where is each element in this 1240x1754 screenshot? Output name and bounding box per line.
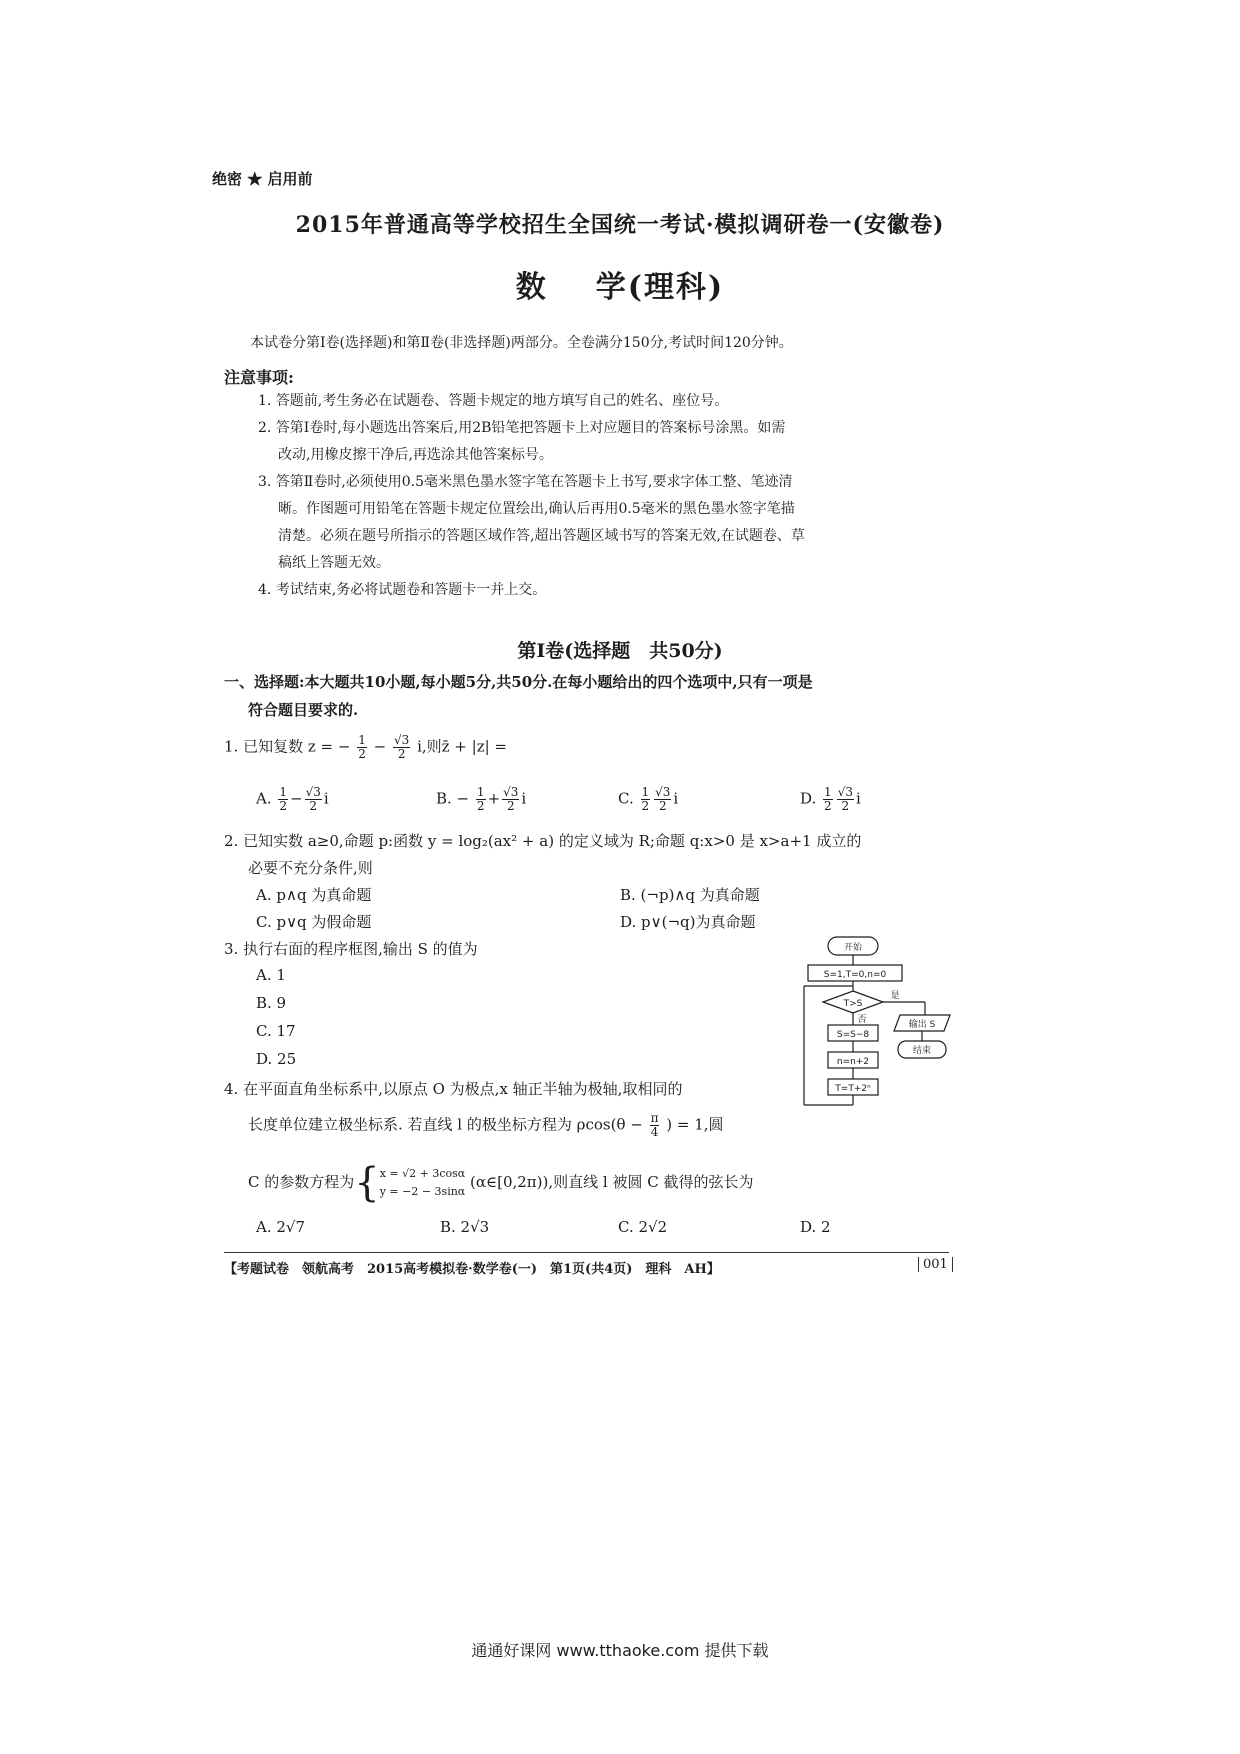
flow-step-1-label: S=S−8 bbox=[836, 1030, 870, 1040]
question-2-option-a: A. p∧q 为真命题 bbox=[256, 886, 372, 904]
question-2-option-d: D. p∨(¬q)为真命题 bbox=[620, 913, 756, 931]
flow-no-label: 否 bbox=[857, 1015, 867, 1025]
notice-item: 4. 考试结束,务必将试题卷和答题卡一并上交。 bbox=[258, 582, 547, 598]
notice-item: 清楚。必须在题号所指示的答题区域作答,超出答题区域书写的答案无效,在试题卷、草 bbox=[278, 528, 805, 544]
flow-start-label: 开始 bbox=[843, 943, 863, 953]
question-3-stem: 3. 执行右面的程序框图,输出 S 的值为 bbox=[224, 940, 478, 958]
exam-intro: 本试卷分第Ⅰ卷(选择题)和第Ⅱ卷(非选择题)两部分。全卷满分150分,考试时间120分钟。 bbox=[250, 335, 793, 351]
flow-step-3-label: T=T+2ⁿ bbox=[835, 1084, 871, 1094]
notice-item: 3. 答第Ⅱ卷时,必须使用0.5毫米黑色墨水签字笔在答题卡上书写,要求字体工整、笔迹清 bbox=[258, 474, 793, 490]
question-2-stem: 2. 已知实数 a≥0,命题 p:函数 y = log₂(ax² + a) 的定义域为 R;命题 q:x>0 是 x>a+1 成立的 bbox=[224, 832, 862, 850]
notice-item: 1. 答题前,考生务必在试题卷、答题卡规定的地方填写自己的姓名、座位号。 bbox=[258, 393, 729, 409]
question-2-stem-cont: 必要不充分条件,则 bbox=[248, 859, 373, 877]
question-4-option-a: A. 2√7 bbox=[256, 1218, 306, 1236]
section-intro-line1: 一、选择题:本大题共10小题,每小题5分,共50分.在每小题给出的四个选项中,只有一项是 bbox=[224, 673, 813, 691]
question-2-option-b: B. (¬p)∧q 为真命题 bbox=[620, 886, 760, 904]
question-1-option-d: D. $\frac{1}{2}$ $\frac{√3}{2}$ i bbox=[800, 785, 861, 813]
question-3-option-b: B. 9 bbox=[256, 994, 287, 1012]
subject-rest: 学(理科) bbox=[595, 270, 725, 305]
flow-end-label: 结束 bbox=[912, 1046, 932, 1056]
page-footer: 【考题试卷 领航高考 2015高考模拟卷·数学卷(一) 第1页(共4页) 理科 AH】 bbox=[224, 1262, 720, 1277]
program-flowchart bbox=[800, 935, 960, 1135]
flow-step-2-label: n=n+2 bbox=[836, 1057, 870, 1067]
confidential-mark: 绝密 ★ 启用前 bbox=[212, 170, 313, 188]
question-3-option-d: D. 25 bbox=[256, 1050, 297, 1068]
notice-item: 晰。作图题可用铅笔在答题卡规定位置绘出,确认后再用0.5毫米的黑色墨水签字笔描 bbox=[278, 501, 795, 517]
page-code: 001 bbox=[918, 1257, 953, 1272]
question-1-stem: 1. 已知复数 z = − $\frac{1}{2}$ − $\frac{√3}{2}$ i,则z̄ + |z| = bbox=[224, 733, 507, 761]
question-4-stem: 4. 在平面直角坐标系中,以原点 O 为极点,x 轴正半轴为极轴,取相同的 bbox=[224, 1080, 683, 1098]
parametric-system: x = √2 + 3cosα y = −2 − 3sinα bbox=[379, 1167, 466, 1198]
flow-init-label: S=1,T=0,n=0 bbox=[823, 970, 887, 980]
question-1-option-c: C. $\frac{1}{2}$ $\frac{√3}{2}$ i bbox=[618, 785, 679, 813]
fraction: $\frac{1}{2}$ bbox=[358, 733, 366, 761]
question-4-stem-cont: 长度单位建立极坐标系. 若直线 l 的极坐标方程为 ρcos(θ − $\frac{\pi}{4}$ ) = 1,圆 bbox=[248, 1111, 724, 1139]
question-4-option-b: B. 2√3 bbox=[440, 1218, 490, 1236]
notice-item: 改动,用橡皮擦干净后,再选涂其他答案标号。 bbox=[278, 447, 553, 463]
download-watermark: 通通好课网 www.tthaoke.com 提供下载 bbox=[471, 1641, 769, 1660]
flow-output-label: 输出 S bbox=[908, 1020, 936, 1030]
subject-char: 数 bbox=[515, 270, 548, 305]
question-3-option-a: A. 1 bbox=[256, 966, 286, 984]
question-1-option-a: A. $\frac{1}{2}$ − $\frac{√3}{2}$ i bbox=[256, 785, 329, 813]
notice-item: 稿纸上答题无效。 bbox=[278, 555, 390, 571]
fraction: $\frac{√3}{2}$ bbox=[394, 733, 410, 761]
notice-item: 2. 答第Ⅰ卷时,每小题选出答案后,用2B铅笔把答题卡上对应题目的答案标号涂黑。如需 bbox=[258, 420, 786, 436]
question-2-option-c: C. p∨q 为假命题 bbox=[256, 913, 372, 931]
question-4-option-c: C. 2√2 bbox=[618, 1218, 668, 1236]
footer-rule bbox=[224, 1252, 949, 1253]
question-4-stem-param: C 的参数方程为{ x = √2 + 3cosα y = −2 − 3sinα (α∈[0,2π)),则直线 l 被圆 C 截得的弦长为 bbox=[248, 1160, 754, 1206]
part1-title: 第Ⅰ卷(选择题 共50分) bbox=[517, 640, 723, 662]
flow-yes-label: 是 bbox=[890, 991, 900, 1001]
question-4-option-d: D. 2 bbox=[800, 1218, 831, 1236]
subject-title bbox=[0, 262, 1240, 306]
exam-title: 2015年普通高等学校招生全国统一考试·模拟调研卷一(安徽卷) bbox=[295, 212, 945, 238]
question-3-option-c: C. 17 bbox=[256, 1022, 296, 1040]
flow-condition-label: T>S bbox=[843, 999, 863, 1009]
question-1-option-b: B. − $\frac{1}{2}$ + $\frac{√3}{2}$ i bbox=[436, 785, 527, 813]
section-intro-line2: 符合题目要求的. bbox=[248, 701, 359, 719]
notice-title: 注意事项: bbox=[224, 368, 294, 387]
